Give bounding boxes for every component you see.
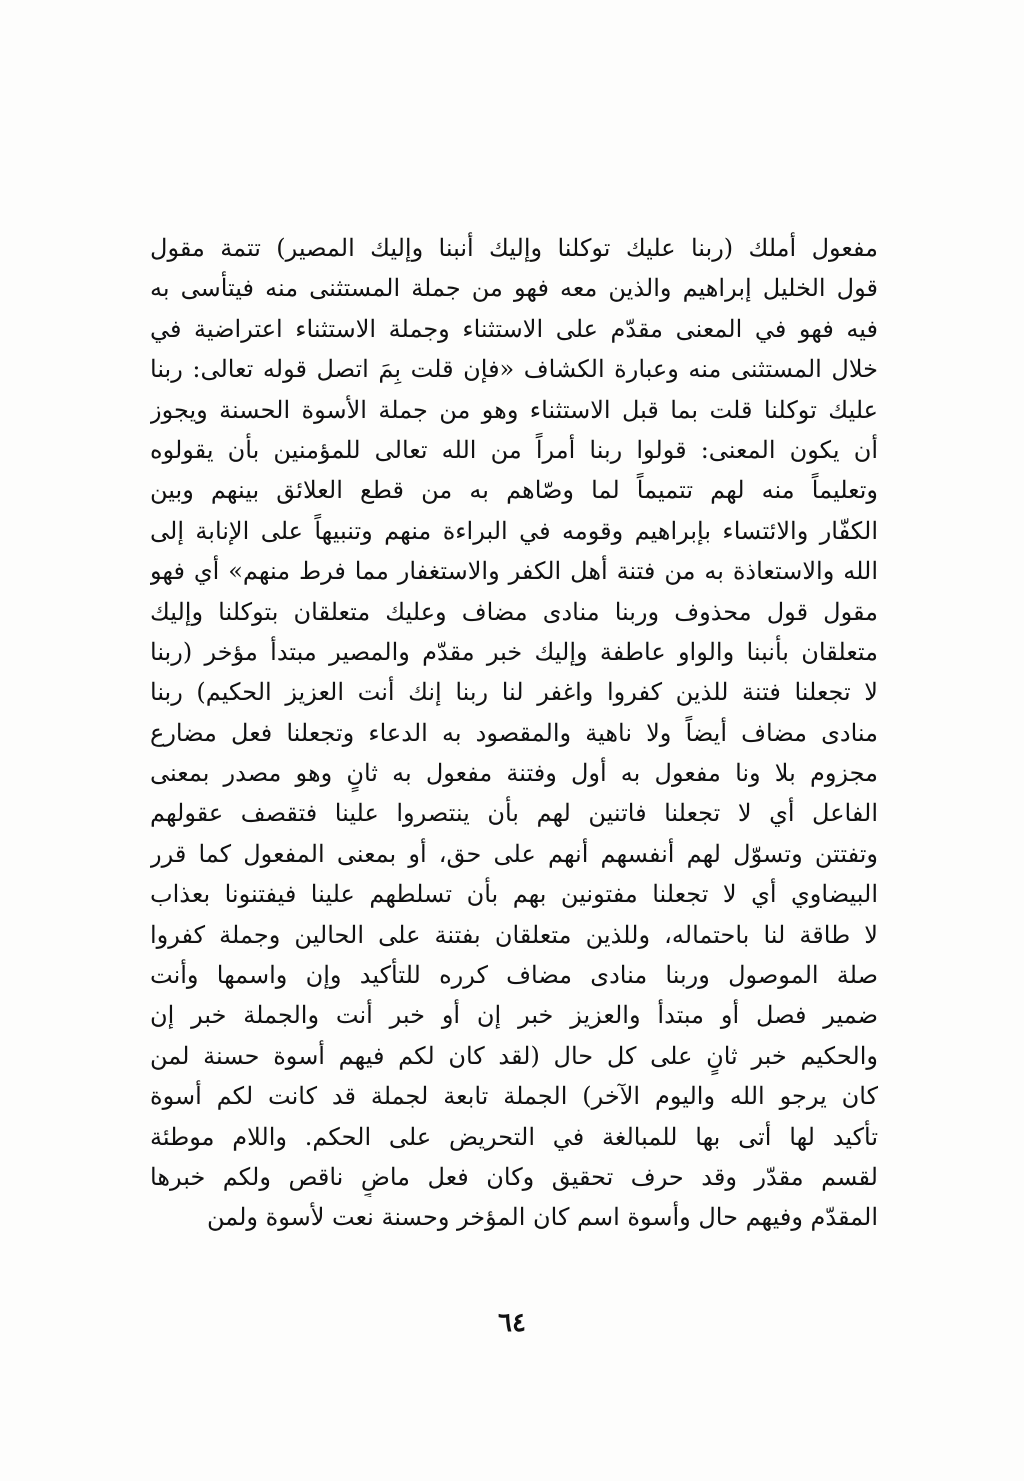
text-line: الفاعل أي لا تجعلنا فاتنين لهم بأن ينتصروا علينا فتقصف عقولهم [150, 799, 878, 828]
text-line: أن يكون المعنى: قولوا ربنا أمراً من الله تعالى للمؤمنين بأن يقولوه [150, 435, 878, 464]
text-line: منادى مضاف أيضاً ولا ناهية والمقصود به الدعاء وتجعلنا فعل مضارع [150, 718, 878, 747]
text-line: عليك توكلنا قلت بما قبل الاستثناء وهو من جملة الأسوة الحسنة ويجوز [150, 395, 878, 424]
page-number: ٦٤ [498, 1308, 526, 1338]
text-line: مقول قول محذوف وربنا منادى مضاف وعليك متعلقان بتوكلنا وإليك [150, 597, 878, 626]
text-line: الكفّار والائتساء بإبراهيم وقومه في البراءة منهم وتنبيهاً على الإنابة إلى [150, 516, 878, 545]
text-line: صلة الموصول وربنا منادى مضاف كرره للتأكيد وإن واسمها وأنت [150, 961, 878, 990]
text-line: ضمير فصل أو مبتدأ والعزيز خبر إن أو خبر أنت والجملة خبر إن [150, 1001, 878, 1030]
text-line: والحكيم خبر ثانٍ على كل حال (لقد كان لكم فيهم أسوة حسنة لمن [150, 1041, 878, 1070]
text-line: مجزوم بلا ونا مفعول به أول وفتنة مفعول به ثانٍ وهو مصدر بمعنى [150, 759, 878, 788]
text-line: لا طاقة لنا باحتماله، وللذين متعلقان بفتنة على الحالين وجملة كفروا [150, 920, 878, 949]
text-line: فيه فهو في المعنى مقدّم على الاستثناء وجملة الاستثناء اعتراضية في [150, 314, 878, 343]
text-line: مفعول أملك (ربنا عليك توكلنا وإليك أنبنا وإليك المصير) تتمة مقول [150, 234, 878, 262]
text-line: قول الخليل إبراهيم والذين معه فهو من جملة المستثنى منه فيتأسى به [150, 274, 878, 303]
text-line: لا تجعلنا فتنة للذين كفروا واغفر لنا ربنا إنك أنت العزيز الحكيم) ربنا [150, 678, 878, 707]
text-line: وتعليماً منه لهم تتميماً لما وصّاهم به من قطع العلائق بينهم وبين [150, 476, 878, 505]
text-line: وتفتتن وتسوّل لهم أنفسهم أنهم على حق، أو بمعنى المفعول كما قرر [150, 839, 878, 868]
text-line: لقسم مقدّر وقد حرف تحقيق وكان فعل ماضٍ ناقص ولكم خبرها [150, 1162, 878, 1191]
text-line: خلال المستثنى منه وعبارة الكشاف «فإن قلت بِمَ اتصل قوله تعالى: ربنا [150, 355, 878, 384]
text-line: تأكيد لها أتى بها للمبالغة في التحريض على الحكم. واللام موطئة [150, 1122, 878, 1151]
text-line: البيضاوي أي لا تجعلنا مفتونين بهم بأن تسلطهم علينا فيفتنونا بعذاب [150, 880, 878, 909]
text-line: المقدّم وفيهم حال وأسوة اسم كان المؤخر وحسنة نعت لأسوة ولمن [206, 1203, 878, 1232]
text-line: الله والاستعاذة به من فتنة أهل الكفر والاستغفار مما فرط منهم» أي فهو [150, 557, 878, 586]
body-text [150, 228, 878, 1238]
text-line: متعلقان بأنبنا والواو عاطفة وإليك خبر مقدّم والمصير مبتدأ مؤخر (ربنا [150, 637, 878, 666]
text-line: كان يرجو الله واليوم الآخر) الجملة تابعة لجملة قد كانت لكم أسوة [150, 1082, 878, 1111]
